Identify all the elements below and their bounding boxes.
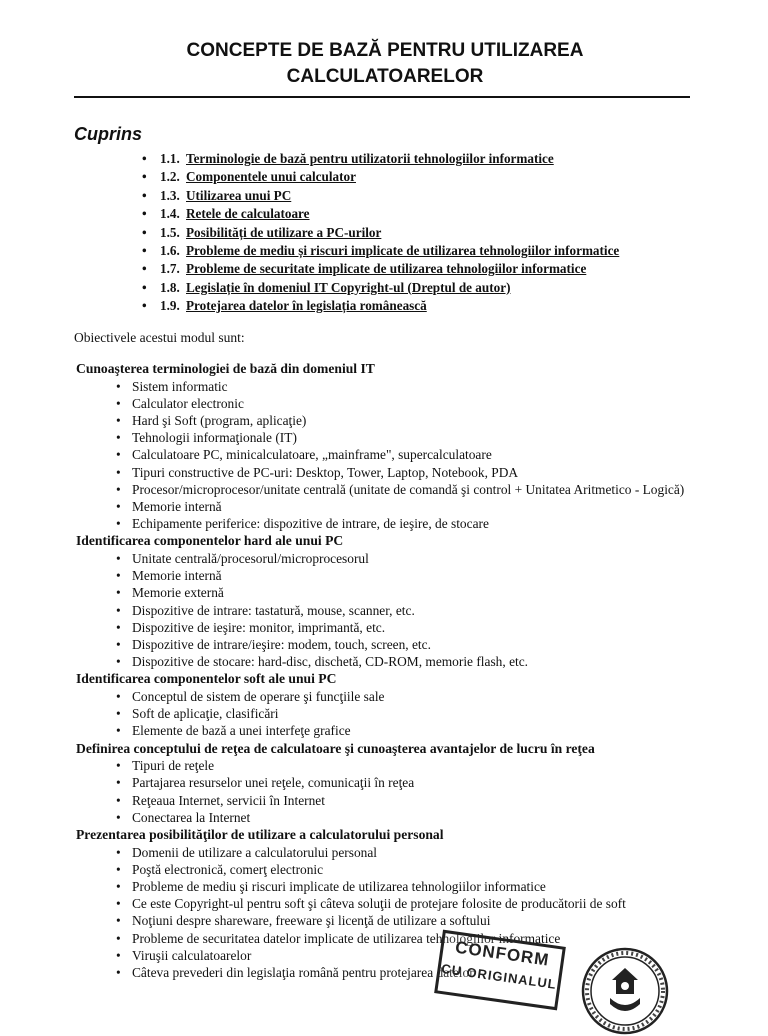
section-heading: Prezentarea posibilităţilor de utilizare a calculatorului personal [76, 827, 444, 843]
list-item: • Dispozitive de ieşire: monitor, imprimantă, etc. [76, 619, 716, 636]
list-item: • Elemente de bază a unei interfeţe grafice [76, 722, 716, 739]
toc-item[interactable] [142, 297, 702, 315]
list-item: • Sistem informatic [76, 378, 716, 395]
toc-item[interactable] [142, 260, 702, 278]
toc-heading: Cuprins [74, 124, 143, 144]
official-seal-icon [580, 946, 670, 1036]
toc-list [142, 150, 702, 316]
toc-item[interactable] [142, 279, 702, 297]
toc-item-link[interactable]: Protejarea datelor în legislația românească [186, 298, 427, 314]
toc-item[interactable] [142, 150, 702, 168]
list-item: • Memorie externă [76, 584, 716, 601]
objective-section [76, 740, 716, 826]
list-item: • Noţiuni despre shareware, freeware şi licenţă de utilizare a softului [76, 912, 716, 929]
toc-item-number: • 1.4. [160, 206, 180, 222]
list-item: • Calculator electronic [76, 395, 716, 412]
section-items [76, 378, 716, 533]
title-line-2: CALCULATOARELOR [286, 66, 484, 87]
list-item: • Procesor/microprocesor/unitate centrală (unitate de comandă şi control + Unitatea Aritmetico - Logică) [76, 481, 716, 498]
section-items [76, 688, 716, 740]
list-item: • Ce este Copyright-ul pentru soft şi câteva soluţii de protejare folosite de producătorii de soft [76, 895, 716, 912]
list-item: • Dispozitive de stocare: hard-disc, dischetă, CD-ROM, memorie flash, etc. [76, 653, 716, 670]
list-item: • Memorie internă [76, 498, 716, 515]
toc-item-number: • 1.1. [160, 151, 180, 166]
list-item: • Calculatoare PC, minicalculatoare, „mainframe", supercalculatoare [76, 446, 716, 463]
section-heading: Cunoaşterea terminologiei de bază din domeniul IT [76, 361, 375, 376]
list-item: • Conceptul de sistem de operare şi funcţiile sale [76, 688, 716, 705]
list-item: • Tehnologii informaţionale (IT) [76, 429, 716, 446]
objective-section [76, 360, 716, 532]
list-item: • Memorie internă [76, 567, 716, 584]
list-item: • Dispozitive de intrare: tastatură, mouse, scanner, etc. [76, 602, 716, 619]
list-item: • Partajarea resurselor unei reţele, comunicaţii în reţea [76, 774, 716, 791]
toc-item-number: • 1.5. [160, 224, 180, 240]
toc-item[interactable] [142, 168, 702, 186]
list-item: • Unitate centrală/procesorul/microprocesorul [76, 550, 716, 567]
toc-item[interactable] [142, 187, 702, 205]
toc-item-link[interactable]: Probleme de mediu și riscuri implicate de utilizarea tehnologiilor informatice [186, 242, 620, 258]
stamp-line-1: CONFORM [454, 937, 551, 970]
title-line-1: CONCEPTE DE BAZĂ PENTRU UTILIZAREA [186, 40, 584, 61]
toc-item-number: • 1.6. [160, 242, 180, 258]
toc-item[interactable] [142, 224, 702, 242]
list-item: • Dispozitive de intrare/ieşire: modem, touch, screen, etc. [76, 636, 716, 653]
list-item: • Probleme de securitatea datelor implicate de utilizarea tehnologiilor informatice [76, 930, 716, 947]
toc-item-link[interactable]: Posibilități de utilizare a PC-urilor [186, 224, 382, 240]
objectives-intro: Obiectivele acestui modul sunt: [74, 330, 245, 345]
list-item: • Viruşii calculatoarelor [76, 947, 716, 964]
list-item: • Hard şi Soft (program, aplicaţie) [76, 412, 716, 429]
list-item: • Tipuri constructive de PC-uri: Desktop, Tower, Laptop, Notebook, PDA [76, 464, 716, 481]
toc-item-link[interactable]: Retele de calculatoare [186, 206, 310, 222]
toc-item[interactable] [142, 205, 702, 223]
list-item: • Poştă electronică, comerţ electronic [76, 861, 716, 878]
title-divider [74, 96, 690, 98]
stamp-line-2: CU ORIGINALUL [440, 960, 558, 992]
document-title [80, 38, 690, 90]
toc-item-link[interactable]: Componentele unui calculator [186, 169, 356, 185]
list-item: • Reţeaua Internet, servicii în Internet [76, 792, 716, 809]
toc-item-link[interactable]: Terminologie de bază pentru utilizatorii tehnologiilor informatice [186, 151, 554, 166]
objective-section [76, 532, 716, 670]
objectives-list [76, 360, 716, 981]
section-heading: Identificarea componentelor soft ale unui PC [76, 671, 337, 687]
toc-item[interactable] [142, 242, 702, 260]
toc-item-number: • 1.7. [160, 261, 180, 277]
list-item: • Tipuri de reţele [76, 757, 716, 774]
list-item: • Soft de aplicaţie, clasificări [76, 705, 716, 722]
toc-item-link[interactable]: Legislație în domeniul IT Copyright-ul (Dreptul de autor) [186, 279, 511, 295]
list-item: • Domenii de utilizare a calculatorului personal [76, 844, 716, 861]
section-items [76, 550, 716, 670]
section-heading: Definirea conceptului de reţea de calculatoare şi cunoaşterea avantajelor de lucru în reţea [76, 740, 595, 756]
toc-item-number: • 1.8. [160, 279, 180, 295]
toc-item-number: • 1.2. [160, 169, 180, 185]
list-item: • Echipamente periferice: dispozitive de intrare, de ieşire, de stocare [76, 515, 716, 532]
objective-section [76, 670, 716, 739]
toc-item-link[interactable]: Probleme de securitate implicate de utilizarea tehnologiilor informatice [186, 261, 587, 277]
toc-item-number: • 1.3. [160, 187, 180, 203]
section-items [76, 757, 716, 826]
section-heading: Identificarea componentelor hard ale unui PC [76, 533, 344, 549]
list-item: • Probleme de mediu şi riscuri implicate de utilizarea tehnologiilor informatice [76, 878, 716, 895]
toc-item-number: • 1.9. [160, 298, 180, 314]
toc-item-link[interactable]: Utilizarea unui PC [186, 187, 292, 203]
list-item: • Conectarea la Internet [76, 809, 716, 826]
list-item: • Câteva prevederi din legislaţia română pentru protejarea datelor [76, 964, 716, 981]
